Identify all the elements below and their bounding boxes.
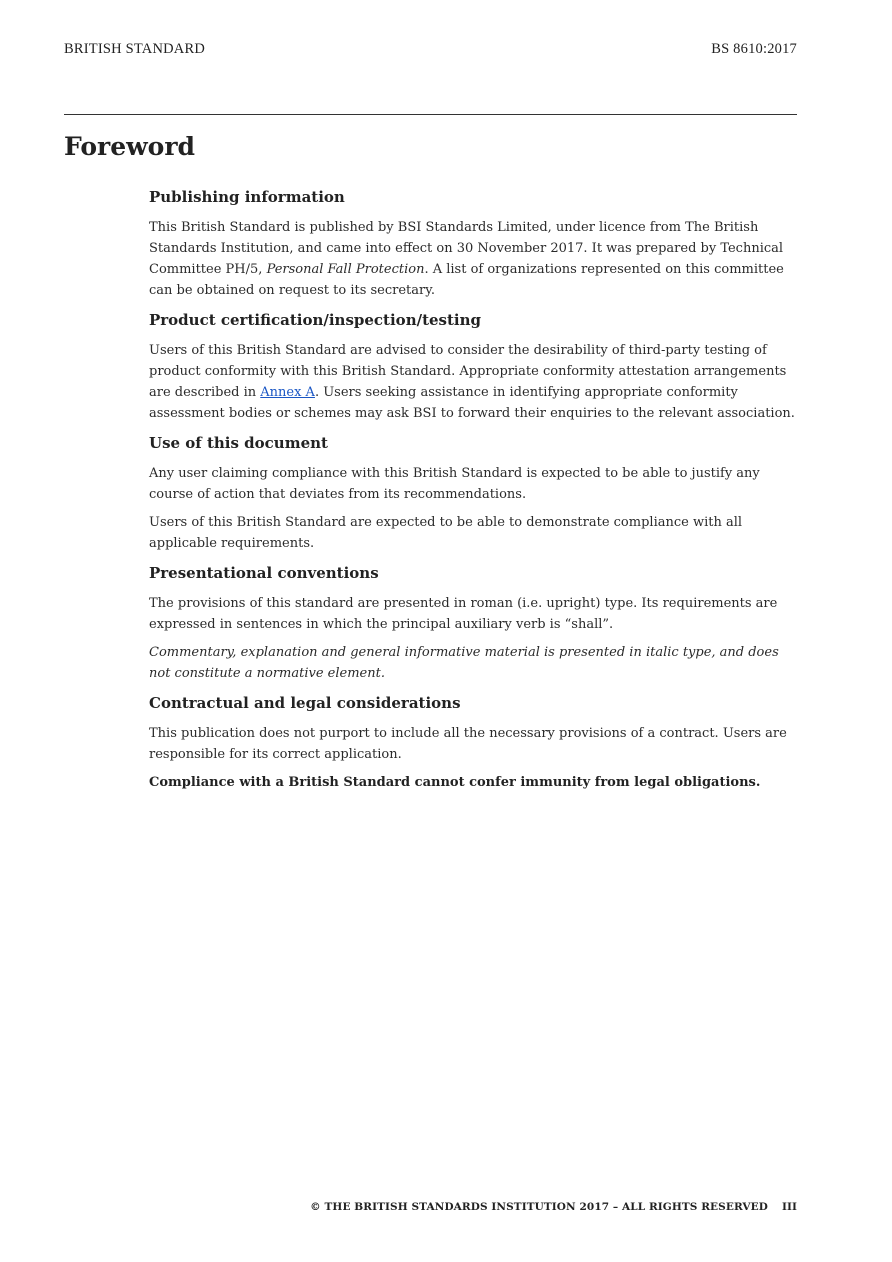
section-contractual-legal — [149, 691, 799, 793]
section-heading: Contractual and legal considerations — [149, 694, 461, 712]
header-left: BRITISH STANDARD — [64, 41, 206, 57]
commentary-paragraph: Commentary, explanation and general informative material is presented in italic type, and does not constitute a normative element. — [149, 645, 779, 681]
text-run: . A list of organizations represented on this committee can be obtained on request to its secretary. — [149, 262, 784, 298]
annex-a-link[interactable]: Annex A — [260, 385, 315, 400]
page-footer — [310, 1201, 797, 1213]
section-presentational-conventions — [149, 561, 799, 684]
section-heading: Publishing information — [149, 188, 345, 206]
paragraph: This publication does not purport to include all the necessary provisions of a contract. Users are responsible for its correct application. — [149, 726, 787, 762]
running-header — [64, 41, 797, 58]
header-divider — [64, 114, 797, 115]
text-run: This British Standard is published by BSI Standards Limited, under licence from The British Standards Institution, and came into effect on 30 November 2017. It was prepared by Technical Committee PH/5, — [149, 220, 784, 277]
section-product-certification — [149, 308, 799, 424]
paragraph: The provisions of this standard are presented in roman (i.e. upright) type. Its requirements are expressed in sentences in which the principal auxiliary verb is “shall”. — [149, 596, 778, 632]
text-run: . Users seeking assistance in identifying appropriate conformity assessment bodies or schemes may ask BSI to forward their enquiries to the relevant association. — [149, 385, 795, 421]
paragraph: Any user claiming compliance with this British Standard is expected to be able to justify any course of action that deviates from its recommendations. — [149, 466, 760, 502]
paragraph — [149, 217, 799, 301]
paragraph: Users of this British Standard are expected to be able to demonstrate compliance with all applicable requirements. — [149, 515, 743, 551]
section-heading: Use of this document — [149, 434, 328, 452]
copyright-notice: © THE BRITISH STANDARDS INSTITUTION 2017 – ALL RIGHTS RESERVED — [310, 1201, 768, 1213]
page-number: III — [781, 1201, 797, 1213]
text-run: Users of this British Standard are advised to consider the desirability of third-party testing of product conformity with this British Standard. Appropriate conformity attestation arrangements are described in — [149, 343, 787, 400]
page-title: Foreword — [64, 132, 195, 161]
section-heading: Product certification/inspection/testing — [149, 311, 482, 329]
legal-notice: Compliance with a British Standard cannot confer immunity from legal obligations. — [149, 775, 761, 790]
section-use-of-document — [149, 431, 799, 554]
section-heading: Presentational conventions — [149, 564, 379, 582]
committee-name: Personal Fall Protection — [266, 262, 425, 277]
paragraph — [149, 340, 799, 424]
foreword-content — [149, 185, 799, 800]
header-right-doc-number: BS 8610:2017 — [711, 41, 797, 57]
section-publishing-information — [149, 185, 799, 301]
